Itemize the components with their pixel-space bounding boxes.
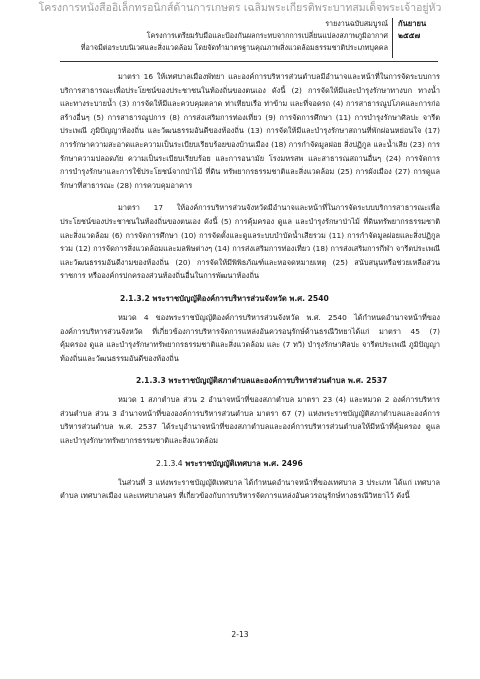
paragraph-tambon-council-act: หมวด 1 สภาตำบล ส่วน 2 อำนาจหน้าที่ของสภาตำบล มาตรา 23 (4) และหมวด 2 องค์การบริหารส่วนตำบล ส่วน 3 อำนาจหน้าที่ขององค์การบริหารส่วนตำบล มาตรา 67 (7) แห่งพระราชบัญญัติสภาตำบลและองค์การบริหารส่วนตำบล พ.ศ. 2537 ได้ระบุอำนาจหน้าที่ของสภาตำบลและองค์การบริหารส่วนตำบลให้มีหน้าที่คุ้มครอง ดูแล และบำรุงรักษาทรัพยากรธรรมชาติและสิ่งแวดล้อม <box>60 395 440 446</box>
running-header <box>60 18 438 60</box>
header-date <box>398 18 440 42</box>
paragraph-section-17: มาตรา 17 ให้องค์การบริหารส่วนจังหวัดมีอำนาจและหน้าที่ในการจัดระบบบริการสาธารณะเพื่อประโยชน์ของประชาชนในท้องถิ่นของตนเอง ดังนี้ (5) การคุ้มครอง ดูแล และบำรุงรักษาป่าไม้ ที่ดินทรัพยากรธรรมชาติและสิ่งแวดล้อม (6) การจัดการศึกษา (10) การจัดตั้งและดูแลระบบบำบัดน้ำเสียรวม (11) การกำจัดมูลฝอยและสิ่งปฏิกูลรวม (12) การจัดการสิ่งแวดล้อมและมลพิษต่างๆ (14) การส่งเสริมการท่องเที่ยว (18) การส่งเสริมการกีฬา จารีตประเพณี และวัฒนธรรมอันดีงามของท้องถิ่น (20) การจัดให้มีพิพิธภัณฑ์และหอจดหมายเหตุ (25) สนับสนุนหรือช่วยเหลือส่วนราชการ หรือองค์กรปกครองส่วนท้องถิ่นอื่นในการพัฒนาท้องถิ่น <box>60 203 440 281</box>
paragraph-section-16: มาตรา 16 ให้เทศบาลเมืองพัทยา และองค์การบริหารส่วนตำบลมีอำนาจและหน้าที่ในการจัดระบบการบริการสาธารณะเพื่อประโยชน์ของประชาชนในท้องถิ่นของตนเอง ดังนี้ (2) การจัดให้มีและบำรุงรักษาทางบก ทางน้ำ และทางระบายน้ำ (3) การจัดให้มีและควบคุมตลาด ท่าเทียบเรือ ท่าข้าม และที่จอดรถ (4) การสาธารณูปโภคและการก่อสร้างอื่นๆ (5) การสาธารณูปการ (8) การส่งเสริมการท่องเที่ยว (9) การจัดการศึกษา (11) การบำรุงรักษาศิลปะ จารีตประเพณี ภูมิปัญญาท้องถิ่น และวัฒนธรรมอันดีของท้องถิ่น (13) การจัดให้มีและบำรุงรักษาสถานที่พักผ่อนหย่อนใจ (17) การรักษาความสะอาดและความเป็นระเบียบเรียบร้อยของบ้านเมือง (18) การกำจัดมูลฝอย สิ่งปฏิกูล และน้ำเสีย (23) การรักษาความปลอดภัย ความเป็นระเบียบเรียบร้อย และการอนามัย โรงมหรสพ และสาธารณสถานอื่นๆ (24) การจัดการ การบำรุงรักษาและการใช้ประโยชน์จากป่าไม้ ที่ดิน ทรัพยากรธรรมชาติและสิ่งแวดล้อม (25) การผังเมือง (27) การดูแลรักษาที่สาธารณะ (28) การควบคุมอาคาร <box>60 72 440 190</box>
header-rule <box>60 61 438 62</box>
header-month: กันยายน <box>398 19 427 28</box>
page-number: 2-13 <box>231 630 249 639</box>
heading-provincial-admin-act: 2.1.3.2 พระราชบัญญัติองค์การบริหารส่วนจังหวัด พ.ศ. 2540 <box>120 293 329 303</box>
header-divider <box>392 18 393 58</box>
header-title-lines <box>60 18 388 54</box>
paragraph-provincial-admin-act: หมวด 4 ของพระราชบัญญัติองค์การบริหารส่วนจังหวัด พ.ศ. 2540 ได้กำหนดอำนาจหน้าที่ขององค์การบริหารส่วนจังหวัด ที่เกี่ยวข้องการบริหารจัดการแหล่งอันควรอนุรักษ์ด้านธรณีวิทยาได้แก่ มาตรา 45 (7) คุ้มครอง ดูแล และบำรุงรักษาทรัพยากรธรรมชาติและสิ่งแวดล้อม และ (7 ทวิ) บำรุงรักษาศิลปะ จารีตประเพณี ภูมิปัญญาท้องถิ่นและวัฒนธรรมอันดีของท้องถิ่น <box>60 312 440 363</box>
header-year: ๒๕๕๗ <box>398 31 421 40</box>
heading-municipality-act <box>60 457 440 470</box>
heading-municipality-act-number: 2.1.3.4 <box>156 458 183 468</box>
heading-municipality-act-title: พระราชบัญญัติเทศบาล พ.ศ. 2496 <box>185 458 303 468</box>
header-project-line-2: ที่อาจมีต่อระบบนิเวศและสิ่งแวดล้อม โดยจัดทำมาตรฐานคุณภาพสิ่งแวดล้อมธรรมชาติประเภทบุคคล <box>80 43 388 52</box>
page-body <box>60 70 440 512</box>
paragraph-municipality-act: ในส่วนที่ 3 แห่งพระราชบัญญัติเทศบาล ได้กำหนดอำนาจหน้าที่ของเทศบาล 3 ประเภท ได้แก่ เทศบาลตำบล เทศบาลเมือง และเทศบาลนคร ที่เกี่ยวข้องกับการบริหารจัดการแหล่งอันควรอนุรักษ์ทางธรณีวิทยาไว้ ดังนี้ <box>60 477 440 501</box>
header-report-type: รายงานฉบับสมบูรณ์ <box>325 19 388 28</box>
top-banner: โครงการหนังสืออิเล็กทรอนิกส์ด้านการเกษตร เฉลิมพระเกียรติพระบาทสมเด็จพระเจ้าอยู่หัว <box>38 2 442 14</box>
header-project-line-1: โครงการเตรียมรับมือและป้องกันผลกระทบจากการเปลี่ยนแปลงสภาพภูมิอากาศ <box>146 31 388 40</box>
heading-tambon-council-act: 2.1.3.3 พระราชบัญญัติสภาตำบลและองค์การบริหารส่วนตำบล พ.ศ. 2537 <box>136 376 388 386</box>
